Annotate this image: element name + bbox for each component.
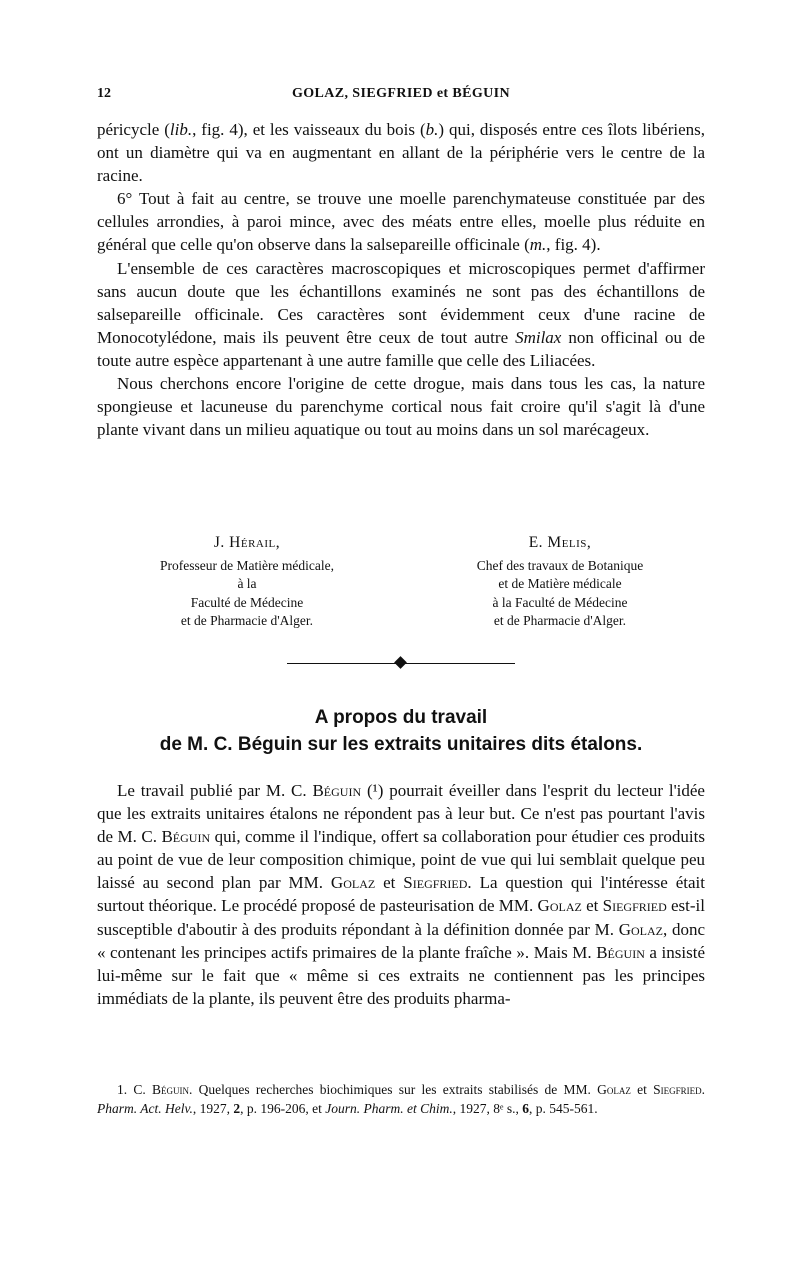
paragraph-moelle [97,187,705,256]
text-run: et [630,1082,654,1097]
text-run: 1. C. [117,1082,152,1097]
text-run: non officinal ou de toute autre espèce appartenant à une autre famille que celle des Liliacées. [97,327,706,370]
italic-abbrev: lib. [169,120,193,139]
author-name-smallcaps: Béguin [596,942,645,962]
author-name-smallcaps: Siegfried [403,873,468,893]
author-title-line: Professeur de Matière médicale, [160,557,334,573]
text-run: et [581,896,603,916]
text-run: a insisté lui-même sur le fait que « même si ces extraits ne contiennent pas les principes immédiats de la plante, ils peuvent être des produits pharma- [97,942,705,1008]
author-title-line: Faculté de Médecine [190,594,304,610]
paragraph-ensemble [97,257,705,372]
volume-number: 6 [522,1101,529,1116]
text-run: et [375,873,404,893]
volume-number: 2 [233,1101,241,1116]
text-run: L'ensemble de ces caractères macroscopiques et microscopiques permet d'affirmer sans aucun doute que les échantillons examinés ne sont pas des échantillons de salsepareille officinale. Ces caractères sont évidemment ceux d'une racine de Monocotylédone, mais ils peuvent être ceux de tout autre [97,258,705,347]
text-run: 6° Tout à fait au centre, se trouve une moelle parenchymateuse constituée par des cellules arrondies, à paroi mince, avec des méats entre elles, moelle plus réduite en général que celle qu'on observe dans la salsepareille officinale ( [97,189,705,255]
author-title-line: à la Faculté de Médecine [492,594,628,610]
text-run: , 1927, [192,1101,234,1116]
text-run: , 1927, 8ᵉ s., [452,1101,523,1116]
text-run: , fig. 4). [546,235,601,255]
author-name-smallcaps: Siegfried [653,1082,702,1097]
signature-melis [430,534,690,631]
article-title-line: A propos du travail [314,707,488,728]
author-name-smallcaps: Golaz [330,873,376,893]
text-run: qui, comme il l'indique, offert sa collaboration pour étudier ces produits au point de vue de leur composition chimique, point de vue qui lui semblait quelque peu laissé au second plan par MM. [97,827,705,893]
text-run: , p. 196-206, et [240,1101,326,1116]
italic-genus: Smilax [515,327,562,347]
author-name: J. Hérail, [213,534,281,551]
paragraph-pericycle [97,118,705,187]
author-name-smallcaps: Golaz [618,919,663,939]
author-name-smallcaps: Golaz [537,896,582,916]
author-name-smallcaps: Siegfried [602,896,667,916]
author-name-smallcaps: Béguin [312,781,362,800]
running-title: GOLAZ, SIEGFRIED et BÉGUIN [291,86,511,101]
paragraph-travail [97,779,705,1010]
article-title-line: de M. C. Béguin sur les extraits unitaires dits étalons. [159,734,643,755]
author-title-line: à la [237,576,257,591]
author-title-line: et de Matière médicale [498,576,622,591]
text-run: , donc « contenant les principes actifs primaires de la plante fraîche ». Mais M. [97,919,706,962]
paragraph-origine: Nous cherchons encore l'origine de cette drogue, mais dans tous les cas, la nature spongieuse et lacuneuse du parenchyme cortical nous fait croire qu'il s'agit là d'une plante vivant dans un milieu aquatique ou tout au moins dans un sol marécageux. [97,374,705,440]
running-header [97,86,705,108]
author-name: E. Melis, [528,534,592,551]
page-number: 12 [97,86,111,101]
section-botanical-conclusion [97,118,705,441]
text-run: (¹) pourrait éveiller dans l'esprit du lecteur l'idée que les extraits unitaires étalons ne répondent pas à leur but. Ce n'est pas pourtant l'avis de M. C. [97,781,705,847]
text-run: . [701,1082,705,1097]
italic-abbrev: m. [529,235,547,255]
journal-title: Pharm. Act. Helv. [97,1101,193,1116]
author-title-line: et de Pharmacie d'Alger. [180,613,314,628]
author-title-line: et de Pharmacie d'Alger. [493,613,627,628]
author-name-smallcaps: Golaz [597,1082,631,1097]
text-run: péricycle ( [97,120,170,139]
text-run: . Quelques recherches biochimiques sur les extraits stabilisés de MM. [189,1082,598,1097]
journal-title: Journ. Pharm. et Chim. [325,1101,453,1116]
signature-herail [117,534,377,631]
article-title [97,704,705,758]
diamond-ornament-icon [394,656,407,669]
text-run: . La question qui l'intéresse était surtout théorique. Le procédé proposé de pasteurisation de MM. [97,873,705,916]
text-run: , p. 545-561. [528,1101,598,1116]
text-run: Le travail publié par M. C. [117,781,313,800]
text-run: ) qui, disposés entre ces îlots libériens, ont un diamètre qui va en augmentant en allant de la périphérie vers le centre de la racine. [97,120,705,186]
section-article-body [97,779,705,1010]
italic-abbrev: b. [425,120,439,139]
author-name-smallcaps: Béguin [161,827,211,847]
author-name-smallcaps: Béguin [152,1082,189,1097]
footnote-1 [97,1080,705,1118]
text-run: est-il susceptible d'aboutir à des produits répondant à la définition donnée par M. [97,896,705,939]
text-run: , fig. 4), et les vaisseaux du bois ( [192,120,426,139]
author-title-line: Chef des travaux de Botanique [476,557,644,573]
